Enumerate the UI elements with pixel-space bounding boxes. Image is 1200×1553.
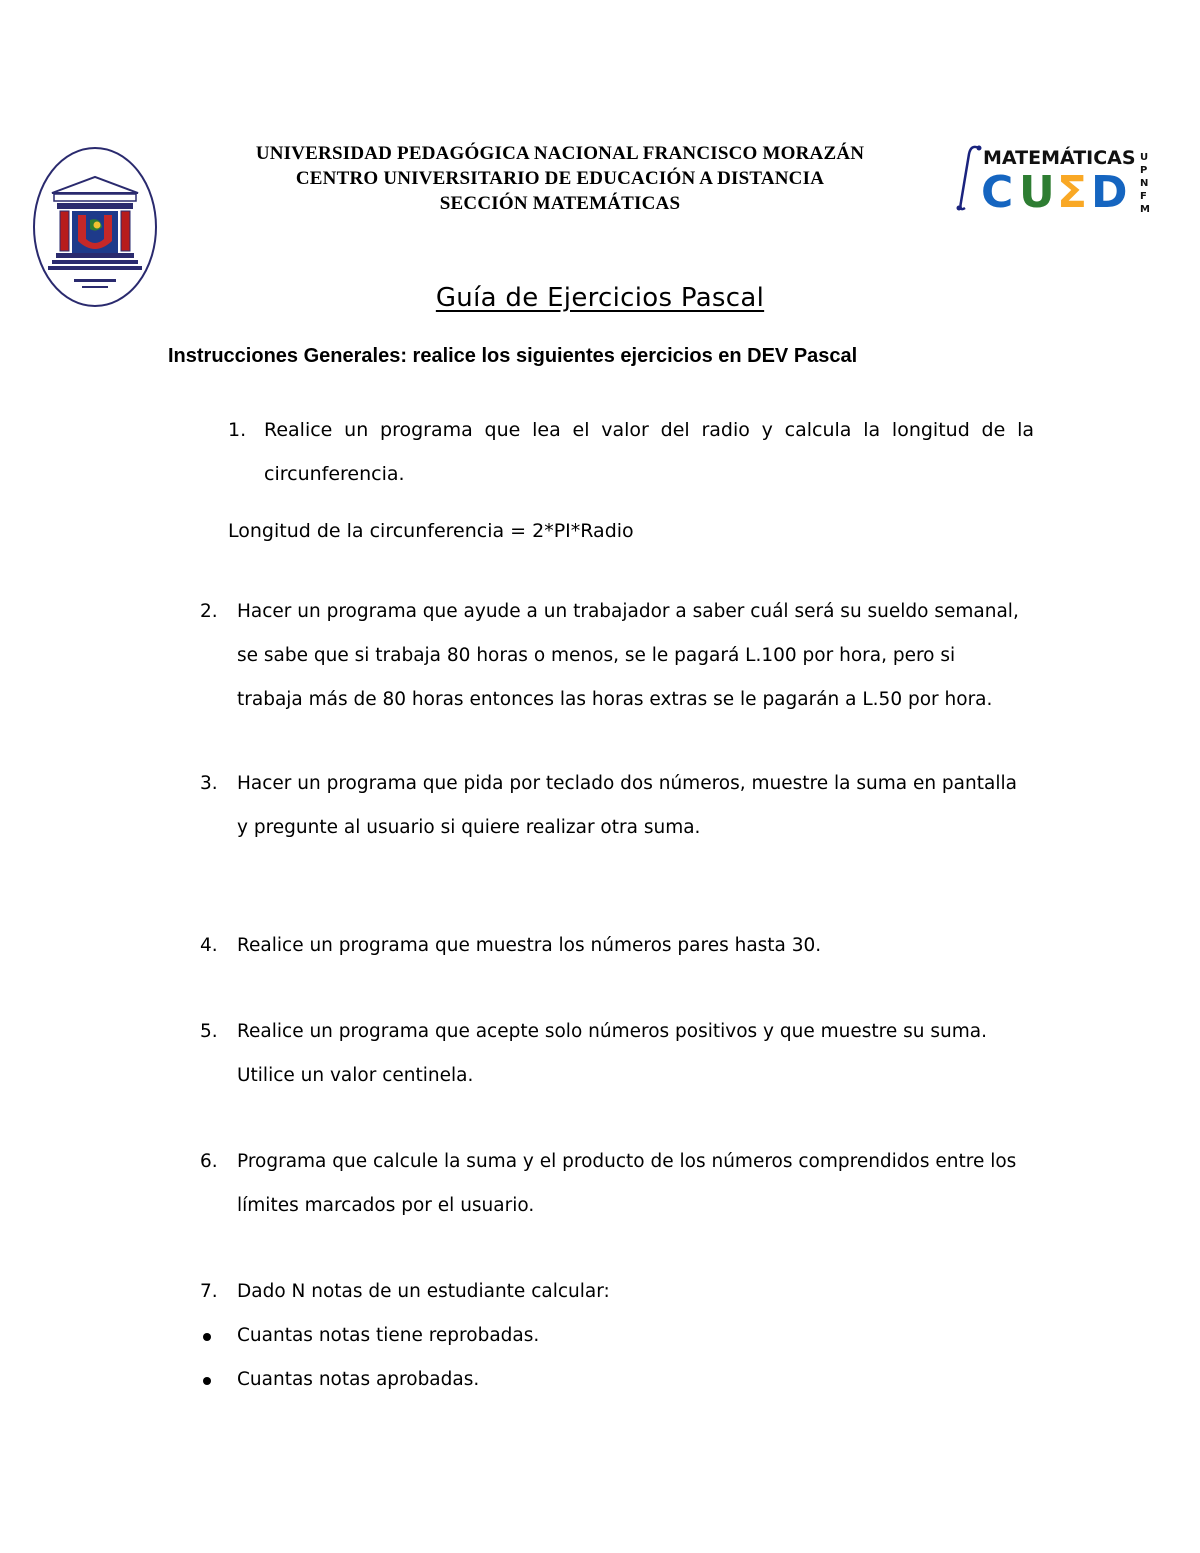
circumference-formula: Longitud de la circunferencia = 2*PI*Radio bbox=[228, 520, 634, 542]
svg-text:D: D bbox=[1091, 167, 1128, 218]
svg-text:Σ: Σ bbox=[1057, 167, 1088, 218]
exercise-text: Dado N notas de un estudiante calcular: bbox=[237, 1281, 610, 1302]
exercise-text: trabaja más de 80 horas entonces las horas extras se le pagarán a L.50 por hora. bbox=[237, 689, 993, 710]
cued-math-logo-icon bbox=[955, 140, 1160, 220]
bullet-text: Cuantas notas aprobadas. bbox=[237, 1369, 480, 1390]
exercise-text: Utilice un valor centinela. bbox=[237, 1065, 474, 1086]
bullet-item bbox=[200, 1314, 1040, 1358]
institution-header bbox=[180, 141, 940, 216]
exercise-7 bbox=[200, 1270, 1040, 1402]
general-instructions: Instrucciones Generales: realice los siguientes ejercicios en DEV Pascal bbox=[168, 345, 858, 367]
exercise-number: 6. bbox=[200, 1151, 218, 1172]
exercise-text: Realice un programa que acepte solo números positivos y que muestre su suma. bbox=[237, 1021, 987, 1042]
exercise-5 bbox=[200, 1010, 1040, 1098]
exercise-number: 2. bbox=[200, 601, 218, 622]
svg-text:F: F bbox=[1140, 191, 1147, 202]
exercise-number: 7. bbox=[200, 1281, 218, 1302]
exercise-text: Hacer un programa que pida por teclado dos números, muestre la suma en pantalla bbox=[237, 773, 1017, 794]
bullet-icon bbox=[200, 1314, 237, 1358]
exercise-number: 4. bbox=[200, 935, 218, 956]
exercise-6 bbox=[200, 1140, 1040, 1228]
svg-text:U: U bbox=[1019, 167, 1055, 218]
svg-text:P: P bbox=[1140, 165, 1148, 176]
exercise-4 bbox=[200, 924, 1040, 968]
exercise-text: Programa que calcule la suma y el producto de los números comprendidos entre los bbox=[237, 1151, 1017, 1172]
svg-text:C: C bbox=[981, 167, 1014, 218]
bullet-item bbox=[200, 1358, 1040, 1402]
exercise-text: y pregunte al usuario si quiere realizar otra suma. bbox=[237, 817, 701, 838]
svg-text:MATEMÁTICAS: MATEMÁTICAS bbox=[983, 147, 1136, 169]
svg-text:M: M bbox=[1140, 204, 1150, 215]
bullet-text: Cuantas notas tiene reprobadas. bbox=[237, 1325, 540, 1346]
svg-text:N: N bbox=[1140, 178, 1149, 189]
exercise-text: Realice un programa que lea el valor del radio y calcula la longitud de la bbox=[264, 419, 1034, 441]
exercise-1 bbox=[228, 408, 1034, 496]
header-center: CENTRO UNIVERSITARIO DE EDUCACIÓN A DISTANCIA bbox=[295, 168, 825, 189]
header-university: UNIVERSIDAD PEDAGÓGICA NACIONAL FRANCISCO MORAZÁN bbox=[255, 143, 865, 164]
page-title: Guía de Ejercicios Pascal bbox=[435, 283, 765, 313]
svg-text:U: U bbox=[1140, 152, 1149, 163]
exercise-2 bbox=[200, 590, 1040, 722]
exercise-text: se sabe que si trabaja 80 horas o menos, se le pagará L.100 por hora, pero si bbox=[237, 645, 956, 666]
exercise-number: 3. bbox=[200, 773, 218, 794]
exercise-text: límites marcados por el usuario. bbox=[237, 1195, 535, 1216]
exercise-text: circunferencia. bbox=[264, 463, 405, 485]
exercise-3 bbox=[200, 762, 1040, 850]
bullet-icon bbox=[200, 1358, 237, 1402]
header-section: SECCIÓN MATEMÁTICAS bbox=[439, 193, 681, 214]
exercise-number: 1. bbox=[228, 419, 247, 441]
exercise-text: Hacer un programa que ayude a un trabajador a saber cuál será su sueldo semanal, bbox=[237, 601, 1019, 622]
exercise-text: Realice un programa que muestra los números pares hasta 30. bbox=[237, 935, 822, 956]
exercise-number: 5. bbox=[200, 1021, 218, 1042]
